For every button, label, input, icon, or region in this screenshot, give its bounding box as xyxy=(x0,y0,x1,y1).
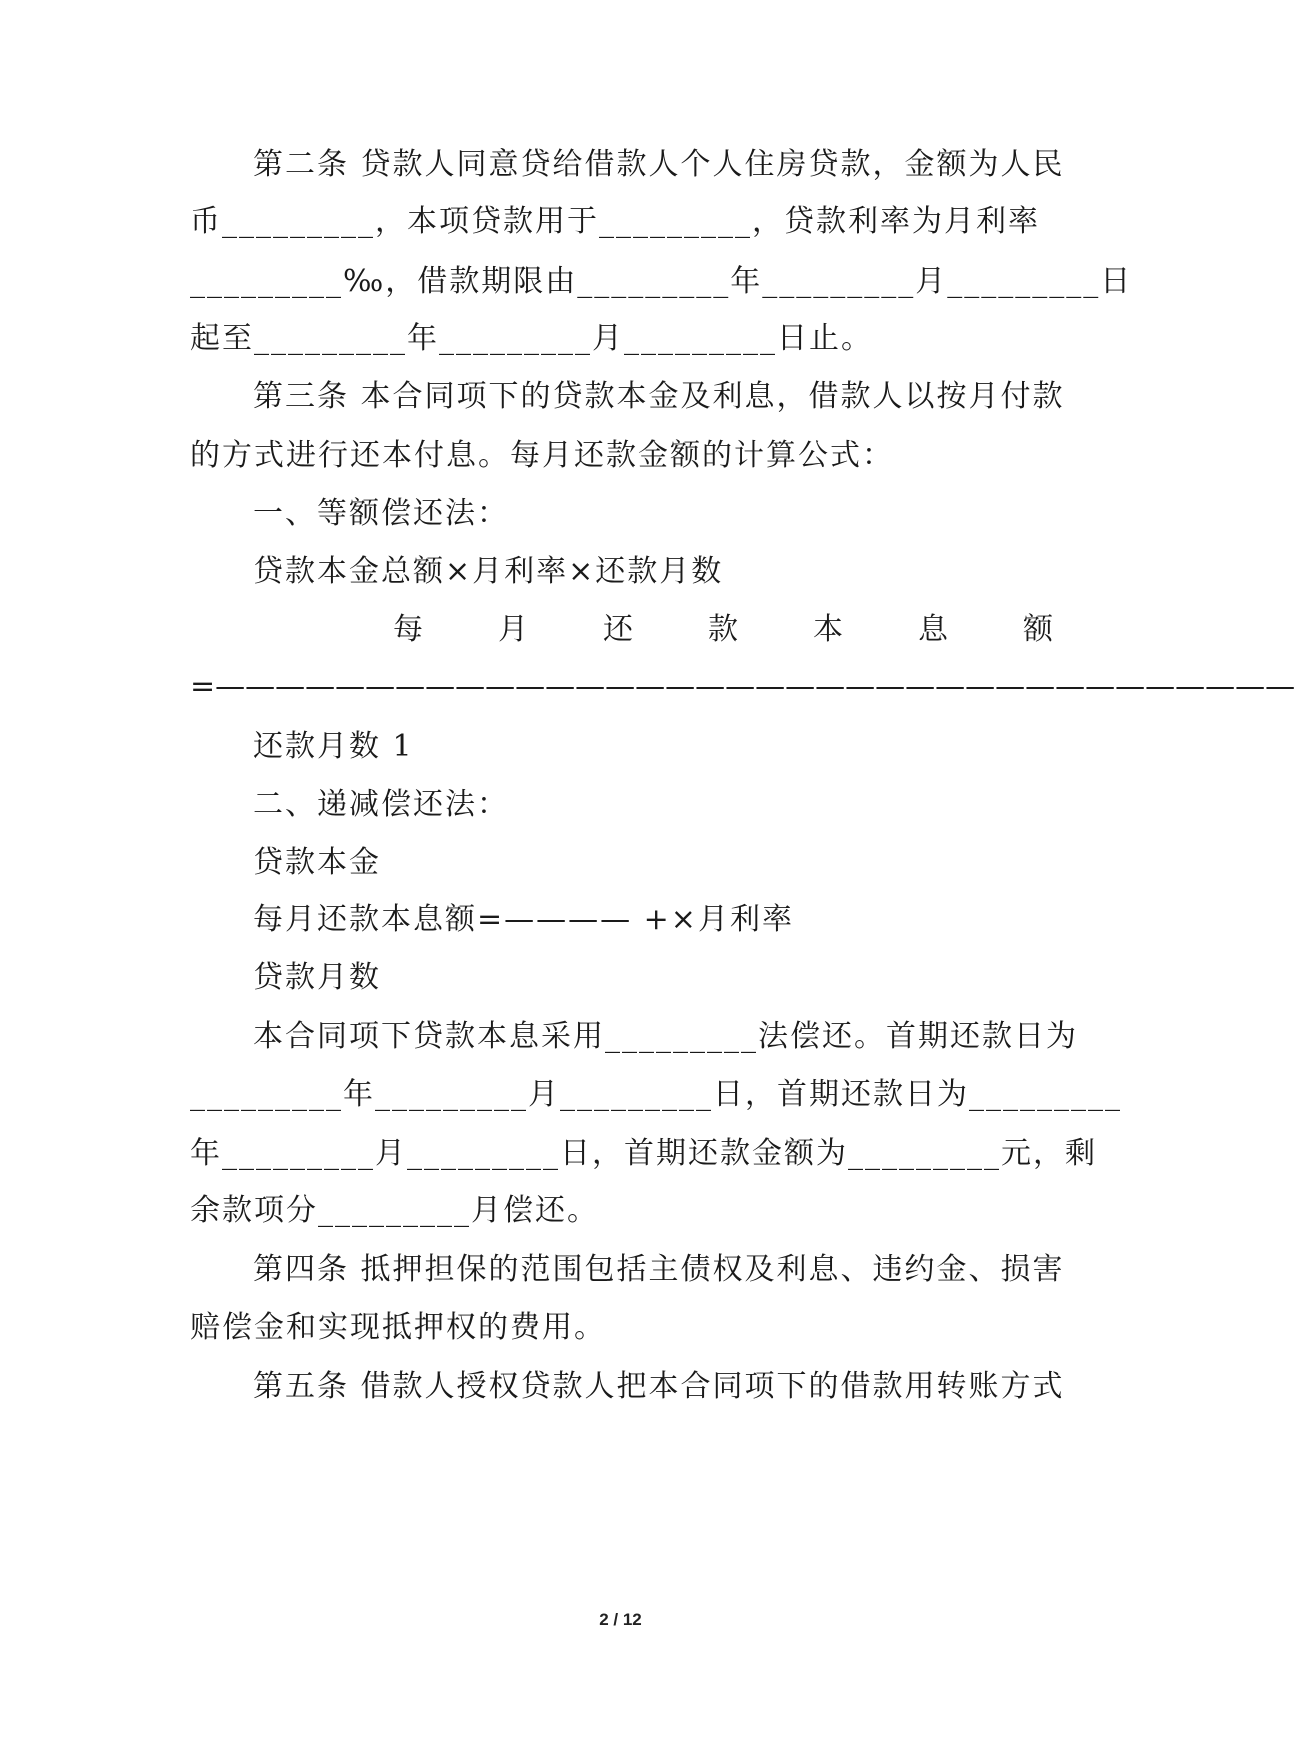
repayment-paragraph-line-4: 余款项分_________月偿还。 xyxy=(190,1193,599,1228)
formula-1-label xyxy=(393,610,1055,650)
formula-2-main: 每月还款本息额=———— +×月利率 xyxy=(253,902,794,937)
repayment-paragraph-line-2: _________年_________月_________日，首期还款日为_________ xyxy=(190,1077,1122,1112)
formula-1-label-char: 款 xyxy=(708,612,740,647)
article-2-line-1: 第二条 贷款人同意贷给借款人个人住房贷款，金额为人民 xyxy=(253,147,1065,182)
formula-1-label-char: 本 xyxy=(813,612,845,647)
formula-1-label-char: 还 xyxy=(603,612,635,647)
method-2-title: 二、递减偿还法： xyxy=(253,787,509,822)
article-3-line-2: 的方式进行还本付息。每月还款金额的计算公式： xyxy=(190,438,894,473)
page-number: 2 / 12 xyxy=(599,1610,642,1629)
formula-1-fraction-line: =———————————————————————————————————— xyxy=(190,669,1295,704)
article-2-line-2: 币_________，本项贷款用于_________，贷款利率为月利率 xyxy=(190,204,1040,239)
formula-1-label-char: 月 xyxy=(498,612,530,647)
repayment-paragraph-line-1: 本合同项下贷款本息采用_________法偿还。首期还款日为 xyxy=(253,1019,1078,1054)
repayment-paragraph-line-3: 年_________月_________日，首期还款金额为_________元，剩 xyxy=(190,1136,1097,1171)
formula-2-denominator: 贷款月数 xyxy=(253,960,381,995)
formula-1-denominator: 还款月数 1 xyxy=(253,729,414,764)
article-2-line-3: _________‰，借款期限由_________年_________月_________日 xyxy=(190,264,1133,299)
article-4-line-2: 赔偿金和实现抵押权的费用。 xyxy=(190,1310,606,1345)
article-5-line-1: 第五条 借款人授权贷款人把本合同项下的借款用转账方式 xyxy=(253,1369,1065,1404)
formula-1-label-char: 每 xyxy=(393,612,425,647)
formula-1-numerator: 贷款本金总额×月利率×还款月数 xyxy=(253,554,724,589)
article-3-line-1: 第三条 本合同项下的贷款本金及利息，借款人以按月付款 xyxy=(253,379,1065,414)
formula-1-label-char: 额 xyxy=(1023,612,1055,647)
article-4-line-1: 第四条 抵押担保的范围包括主债权及利息、违约金、损害 xyxy=(253,1252,1065,1287)
method-1-title: 一、等额偿还法： xyxy=(253,496,509,531)
formula-1-label-char: 息 xyxy=(918,612,950,647)
article-2-line-4: 起至_________年_________月_________日止。 xyxy=(190,321,873,356)
formula-2-numerator: 贷款本金 xyxy=(253,845,381,880)
